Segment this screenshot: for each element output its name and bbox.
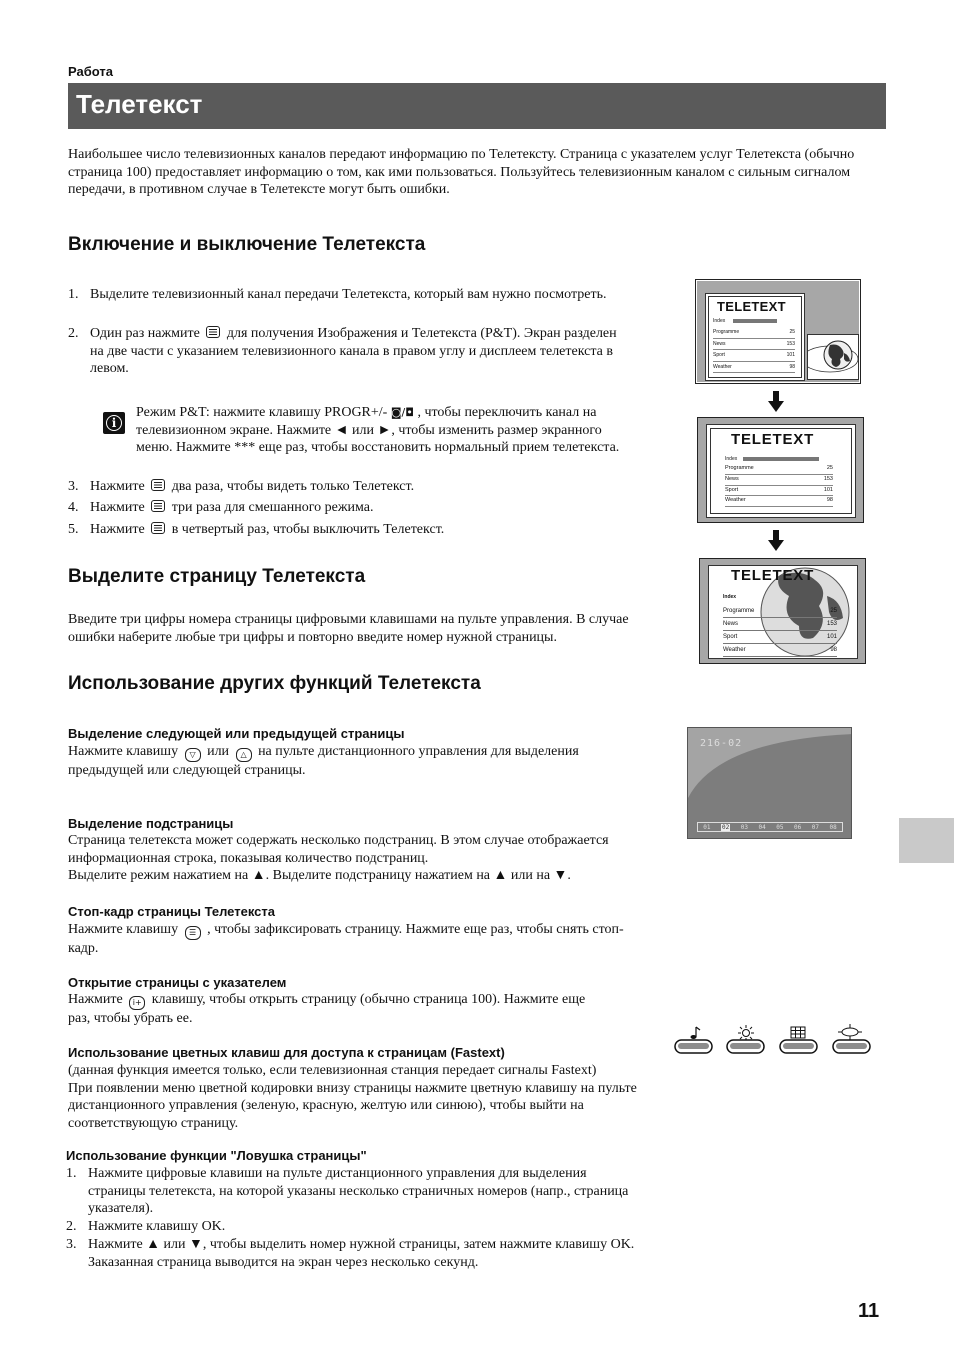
tv-screen-mix-mode: TELETEXT Index Programme 25 News 153 Sport 101 Weather 98 [699, 558, 866, 664]
intro-paragraph: Наибольшее число телевизионных каналов передают информацию по Телетексту. Страница с указателем услуг Телетекста (обычно страница 100) предоставляет информацию о том, как ими пользоваться. Пользуйтесь телевизионным каналом с сильным сигналом передачи, в противном случае в Телетексте могут быть ошибки. [68, 147, 855, 197]
page-catching-step-1: 1. Нажмите цифровые клавиши на пульте дистанционного управления для выделения страницы телетекста, на которой указаны несколько страничных номеров (напр., страница указателя). [66, 1166, 629, 1216]
subpage-info-bar [697, 822, 843, 832]
subheading-index: Открытие страницы с указателем [68, 975, 287, 990]
page-code: 216-02 [700, 738, 743, 749]
subpage-number: 04 [758, 823, 766, 831]
fastext-red-button [675, 1040, 712, 1053]
tv-screen-pt-mode [695, 279, 861, 384]
subheading-subpage: Выделение подстраницы [68, 816, 234, 831]
section-heading-select-page: Выделите страницу Телетекста [68, 566, 366, 587]
page-number: 11 [858, 1300, 880, 1322]
subpage-number-selected: 02 [722, 823, 730, 831]
subpage-number: 01 [703, 823, 711, 831]
fastext-blue-button [833, 1040, 870, 1053]
subheading-next-prev: Выделение следующей или предыдущей страницы [68, 726, 405, 741]
tv-teletext-toggle-icon: ◙/◘ [390, 406, 414, 419]
subpage-number: 07 [811, 823, 819, 831]
section-heading-on-off: Включение и выключение Телетекста [68, 234, 426, 255]
freeze-text: Нажмите клавишу ☰ , чтобы зафиксировать страницу. Нажмите еще раз, чтобы снять стоп- кадр. [68, 922, 624, 956]
teletext-logo: TELETEXT [731, 567, 815, 584]
subpage-number: 08 [829, 823, 837, 831]
page-down-button-icon: ▽ [185, 748, 201, 762]
next-prev-text: Нажмите клавишу ▽ или △ на пульте дистанционного управления для выделения предыдущей или следующей страницы. [68, 744, 579, 778]
fastext-text: (данная функция имеется только, если телевизионная станция передает сигналы Fastext) При появлении меню цветной кодировки внизу страницы нажмите цветную клавишу на пульте дистанционного управления (зеленую, красную, желтую или синюю), чтобы выйти на соответствующую страницу. [68, 1063, 637, 1131]
subheading-fastext: Использование цветных клавиш для доступа к страницам (Fastext) [68, 1045, 505, 1060]
page-up-button-icon: △ [236, 748, 252, 762]
tv-picture-panel [807, 334, 859, 380]
title-bar [68, 83, 886, 129]
step-5: 5. Нажмите в четвертый раз, чтобы выключить Телетекст. [68, 522, 445, 537]
subpage-number: 05 [776, 823, 784, 831]
chapter-tab [899, 818, 954, 863]
brightness-icon [738, 1025, 754, 1041]
arrow-down-icon [767, 391, 785, 413]
step-3: 3. Нажмите два раза, чтобы видеть только Телетекст. [68, 479, 415, 494]
fastext-buttons [674, 1024, 874, 1056]
info-icon: i [103, 412, 125, 434]
tv-screen-subpage [687, 727, 852, 839]
subheading-page-catching: Использование функции "Ловушка страницы" [66, 1148, 367, 1163]
subpage-number: 06 [794, 823, 802, 831]
teletext-button-icon [151, 522, 165, 534]
step-2: 2. Один раз нажмите для получения Изображения и Телетекста (P&T). Экран разделен на две части с указанием телевизионного канала в правом углу и дисплеем телетекста в левом. [68, 326, 617, 376]
teletext-button-icon [151, 479, 165, 491]
teletext-button-icon [151, 500, 165, 512]
tv-screen-teletext-mode: TELETEXT Index Programme 25 News 153 Sport 101 Weather 98 [697, 417, 864, 523]
teletext-button-icon [206, 326, 220, 338]
index-button-icon: i+ [129, 996, 145, 1010]
page-catching-step-3: 3. Нажмите ▲ или ▼, чтобы выделить номер нужной страницы, затем нажмите клавишу OK. Заказанная страница выводится на экран через несколько секунд. [66, 1237, 635, 1270]
fastext-green-button [727, 1040, 764, 1053]
subheading-freeze: Стоп-кадр страницы Телетекста [68, 904, 275, 919]
picture-format-icon [791, 1027, 805, 1038]
satellite-icon [838, 1024, 862, 1040]
subpage-text: Страница телетекста может содержать несколько подстраниц. В этом случае отображается информационная строка, показывая количество подстраниц. Выделите режим нажатием на ▲. Выделите подстраницу нажатием на ▲ или на ▼. [68, 833, 609, 883]
page-catching-step-2: 2. Нажмите клавишу OK. [66, 1219, 226, 1234]
hold-button-icon: ☰ [185, 926, 201, 940]
index-text: Нажмите i+ клавишу, чтобы открыть страницу (обычно страница 100). Нажмите еще раз, чтобы убрать ее. [68, 992, 586, 1026]
teletext-logo: TELETEXT [717, 299, 786, 314]
arrow-down-icon [767, 530, 785, 552]
section-heading-other-functions: Использование других функций Телетекста [68, 673, 481, 694]
subpage-number: 03 [740, 823, 748, 831]
section-label: Работа [68, 64, 113, 79]
page-title: Телетекст [76, 89, 203, 119]
fastext-yellow-button [780, 1040, 817, 1053]
music-note-icon [691, 1027, 701, 1039]
teletext-logo: TELETEXT [731, 431, 815, 448]
step-4: 4. Нажмите три раза для смешанного режима. [68, 500, 374, 515]
globe-icon [808, 335, 858, 379]
step-1: 1. Выделите телевизионный канал передачи Телетекста, который вам нужно посмотреть. [68, 287, 607, 302]
select-page-text: Введите три цифры номера страницы цифровыми клавишами на пульте управления. В случае ошибки наберите любые три цифры и повторно введите номер нужной страницы. [68, 612, 629, 645]
teletext-panel: TELETEXT Index Programme 25 News 153 Sport 101 Weather 98 [708, 296, 802, 378]
info-note: Режим P&T: нажмите клавишу PROGR+/- ◙/◘ , чтобы переключить канал на телевизионном экране. Нажмите ◄ или ►, чтобы изменить размер экранного меню. Нажмите *** еще раз, чтобы восстановить нормальный прием телетекста. [136, 405, 620, 455]
